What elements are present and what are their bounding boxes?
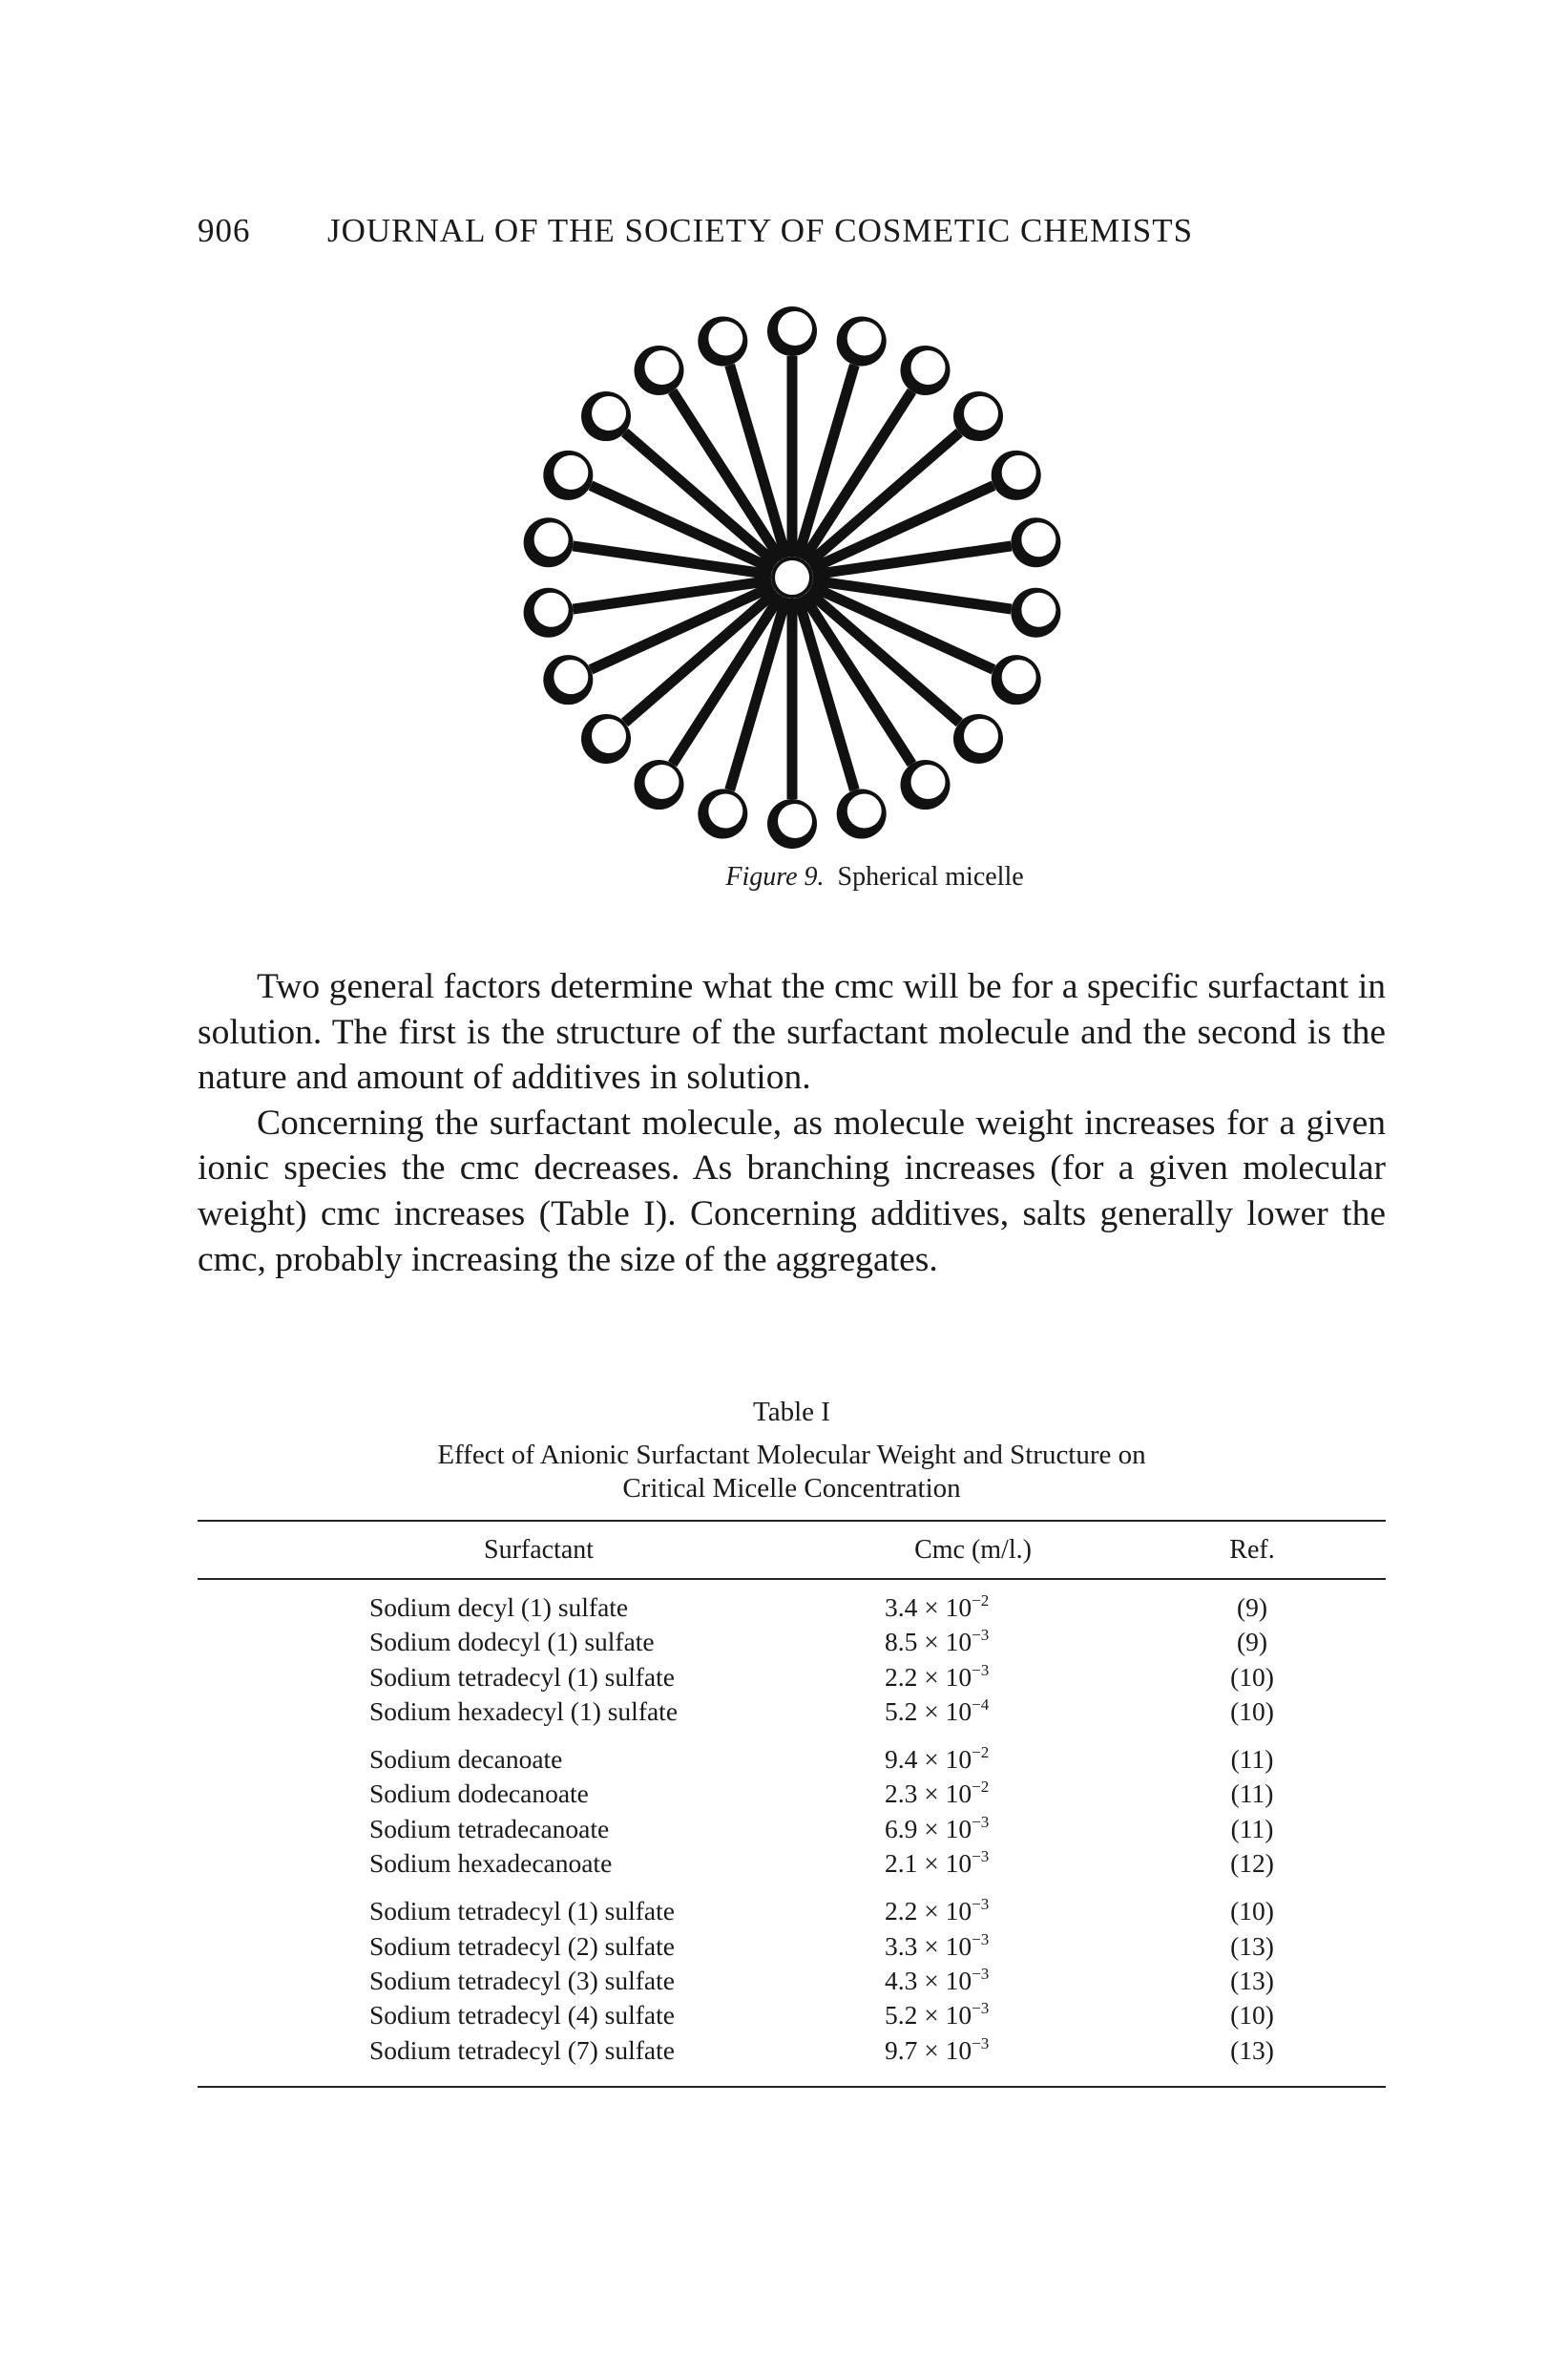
table-header bbox=[198, 1535, 1386, 1573]
header-ref: Ref. bbox=[1229, 1535, 1275, 1565]
polar-head-highlight bbox=[592, 396, 626, 431]
cmc-mantissa: 2.1 bbox=[885, 1848, 918, 1879]
cmc-exponent: −3 bbox=[972, 1929, 990, 1948]
surfactant-molecule bbox=[698, 316, 785, 557]
table-title bbox=[198, 1396, 1386, 1505]
cell-surfactant: Sodium tetradecyl (7) sulfate bbox=[369, 2034, 675, 2065]
body-text bbox=[198, 964, 1386, 1282]
figure-caption-text: Spherical micelle bbox=[837, 862, 1024, 892]
cell-ref: (10) bbox=[1230, 1695, 1274, 1726]
journal-title: JOURNAL OF THE SOCIETY OF COSMETIC CHEMISTS bbox=[327, 212, 1194, 249]
polar-head-highlight bbox=[708, 794, 742, 829]
cell-cmc: $6.9 \times 10^{-3}$ bbox=[885, 1812, 990, 1843]
cell-ref: (10) bbox=[1230, 2000, 1274, 2031]
cell-ref: (13) bbox=[1230, 1965, 1274, 1995]
polar-head-highlight bbox=[964, 396, 998, 431]
cell-ref: (11) bbox=[1230, 1744, 1274, 1775]
cell-surfactant: Sodium tetradecyl (4) sulfate bbox=[369, 2000, 675, 2031]
polar-head-highlight bbox=[645, 765, 679, 799]
polar-head-highlight bbox=[534, 593, 569, 627]
cell-cmc: $2.1 \times 10^{-3}$ bbox=[885, 1847, 990, 1879]
table-body bbox=[198, 1592, 1386, 2083]
cell-surfactant: Sodium tetradecanoate bbox=[369, 1813, 610, 1843]
cmc-exponent: −3 bbox=[972, 1660, 990, 1679]
cell-cmc: $2.2 \times 10^{-3}$ bbox=[885, 1895, 990, 1926]
cell-surfactant: Sodium hexadecanoate bbox=[369, 1848, 613, 1879]
cmc-exponent: −3 bbox=[972, 1999, 990, 2018]
cmc-exponent: −3 bbox=[972, 1812, 990, 1831]
cell-ref: (10) bbox=[1230, 1896, 1274, 1926]
table-row bbox=[198, 1662, 1386, 1696]
surfactant-molecule bbox=[698, 598, 785, 838]
running-header bbox=[198, 212, 1381, 250]
polar-head-highlight bbox=[1002, 660, 1036, 694]
cell-surfactant: Sodium decyl (1) sulfate bbox=[369, 1592, 629, 1622]
header-surfactant: Surfactant bbox=[484, 1535, 595, 1565]
table-title-line-2: Critical Micelle Concentration bbox=[622, 1473, 961, 1504]
cell-cmc: $9.7 \times 10^{-3}$ bbox=[885, 2033, 990, 2065]
cell-surfactant: Sodium tetradecyl (1) sulfate bbox=[369, 1896, 675, 1926]
polar-head-highlight bbox=[910, 350, 945, 385]
cell-ref: (11) bbox=[1230, 1778, 1274, 1809]
cell-ref: (9) bbox=[1236, 1627, 1268, 1657]
table-row bbox=[198, 1966, 1386, 2000]
figure-label: Figure 9. bbox=[725, 862, 825, 892]
table-row bbox=[198, 2035, 1386, 2070]
polar-head-highlight bbox=[847, 321, 882, 355]
cmc-mantissa: 4.3 bbox=[885, 1965, 918, 1995]
cmc-exponent: −2 bbox=[972, 1743, 990, 1762]
cmc-mantissa: 2.2 bbox=[885, 1661, 918, 1692]
table-label: Table I bbox=[753, 1397, 830, 1427]
cmc-exponent: −3 bbox=[972, 1626, 990, 1645]
cell-surfactant: Sodium hexadecyl (1) sulfate bbox=[369, 1695, 679, 1726]
spherical-micelle-figure bbox=[487, 291, 1098, 873]
cell-cmc: $2.3 \times 10^{-2}$ bbox=[885, 1778, 990, 1809]
header-cmc: Cmc (m/l.) bbox=[914, 1535, 1032, 1565]
cell-surfactant: Sodium decanoate bbox=[369, 1744, 563, 1775]
page-number: 906 bbox=[198, 212, 251, 249]
cell-surfactant: Sodium tetradecyl (2) sulfate bbox=[369, 1930, 675, 1961]
polar-head-highlight bbox=[964, 719, 998, 753]
polar-head-highlight bbox=[1021, 522, 1056, 557]
cmc-mantissa: 8.5 bbox=[885, 1627, 918, 1657]
cmc-exponent: −2 bbox=[972, 1778, 990, 1797]
cell-cmc: $8.5 \times 10^{-3}$ bbox=[885, 1626, 990, 1657]
cmc-mantissa: 9.7 bbox=[885, 2034, 918, 2065]
cell-cmc: $3.4 \times 10^{-2}$ bbox=[885, 1591, 990, 1622]
micelle-core bbox=[773, 558, 811, 597]
cmc-mantissa: 3.3 bbox=[885, 1930, 918, 1961]
cmc-mantissa: 2.3 bbox=[885, 1778, 918, 1809]
cell-ref: (13) bbox=[1230, 2034, 1274, 2065]
cmc-mantissa: 9.4 bbox=[885, 1744, 918, 1775]
cell-ref: (12) bbox=[1230, 1848, 1274, 1879]
cmc-mantissa: 3.4 bbox=[885, 1592, 918, 1622]
cell-cmc: $4.3 \times 10^{-3}$ bbox=[885, 1964, 990, 1995]
cmc-exponent: −3 bbox=[972, 2033, 990, 2052]
polar-head-highlight bbox=[554, 660, 588, 694]
table-row bbox=[198, 1814, 1386, 1848]
polar-head-highlight bbox=[778, 311, 812, 346]
polar-head-highlight bbox=[534, 522, 569, 557]
cmc-mantissa: 5.2 bbox=[885, 2000, 918, 2031]
table-row bbox=[198, 1627, 1386, 1661]
table-group bbox=[198, 1896, 1386, 2069]
paragraph-1: Two general factors determine what the cmc will be for a specific surfactant in solution. The first is the structure of the surfactant molecule and the second is the nature and amount of additives in solution. bbox=[198, 967, 1386, 1098]
table-top-rule bbox=[198, 1520, 1386, 1522]
cell-ref: (11) bbox=[1230, 1813, 1274, 1843]
table-row bbox=[198, 1696, 1386, 1731]
table-row bbox=[198, 1592, 1386, 1627]
cell-cmc: $9.4 \times 10^{-2}$ bbox=[885, 1743, 990, 1775]
table-group bbox=[198, 1744, 1386, 1883]
polar-head-highlight bbox=[554, 455, 588, 490]
cmc-mantissa: 6.9 bbox=[885, 1813, 918, 1843]
table-row bbox=[198, 2000, 1386, 2034]
table-row bbox=[198, 1931, 1386, 1966]
polar-head-highlight bbox=[708, 321, 742, 355]
cmc-exponent: −4 bbox=[972, 1694, 990, 1714]
cell-cmc: $3.3 \times 10^{-3}$ bbox=[885, 1929, 990, 1961]
polar-head-highlight bbox=[1021, 593, 1056, 627]
cell-cmc: $5.2 \times 10^{-4}$ bbox=[885, 1694, 990, 1726]
cell-cmc: $5.2 \times 10^{-3}$ bbox=[885, 1999, 990, 2031]
cmc-mantissa: 2.2 bbox=[885, 1896, 918, 1926]
surfactant-molecule bbox=[798, 316, 886, 557]
polar-head-highlight bbox=[592, 719, 626, 753]
table-row bbox=[198, 1778, 1386, 1813]
polar-head-highlight bbox=[1002, 455, 1036, 490]
cmc-exponent: −3 bbox=[972, 1964, 990, 1983]
cell-surfactant: Sodium dodecanoate bbox=[369, 1778, 589, 1809]
table-bottom-rule bbox=[198, 2086, 1386, 2088]
table-group bbox=[198, 1592, 1386, 1731]
table-title-line-1: Effect of Anionic Surfactant Molecular Weight and Structure on bbox=[437, 1440, 1146, 1470]
figure-caption bbox=[0, 862, 1568, 893]
polar-head-highlight bbox=[910, 765, 945, 799]
cell-ref: (9) bbox=[1236, 1592, 1268, 1622]
table-row bbox=[198, 1896, 1386, 1930]
table-row bbox=[198, 1848, 1386, 1883]
cmc-mantissa: 5.2 bbox=[885, 1695, 918, 1726]
cmc-exponent: −3 bbox=[972, 1847, 990, 1866]
table-header-rule bbox=[198, 1578, 1386, 1580]
cell-ref: (10) bbox=[1230, 1661, 1274, 1692]
cell-surfactant: Sodium dodecyl (1) sulfate bbox=[369, 1627, 655, 1657]
polar-head-highlight bbox=[778, 804, 812, 838]
polar-head-highlight bbox=[645, 350, 679, 385]
cell-cmc: $2.2 \times 10^{-3}$ bbox=[885, 1660, 990, 1692]
cell-surfactant: Sodium tetradecyl (3) sulfate bbox=[369, 1965, 675, 1995]
cell-surfactant: Sodium tetradecyl (1) sulfate bbox=[369, 1661, 675, 1692]
cell-ref: (13) bbox=[1230, 1930, 1274, 1961]
surfactant-molecule bbox=[798, 598, 886, 838]
cmc-exponent: −2 bbox=[972, 1591, 990, 1610]
table-row bbox=[198, 1744, 1386, 1778]
polar-head-highlight bbox=[847, 794, 882, 829]
paragraph-2: Concerning the surfactant molecule, as molecule weight increases for a given ionic species the cmc decreases. As branching increases (for a given molecular weight) cmc increases (Table I). Concerning additives, salts generally lower the cmc, probably increasing the size of the aggregates. bbox=[198, 1103, 1386, 1279]
cmc-exponent: −3 bbox=[972, 1895, 990, 1914]
